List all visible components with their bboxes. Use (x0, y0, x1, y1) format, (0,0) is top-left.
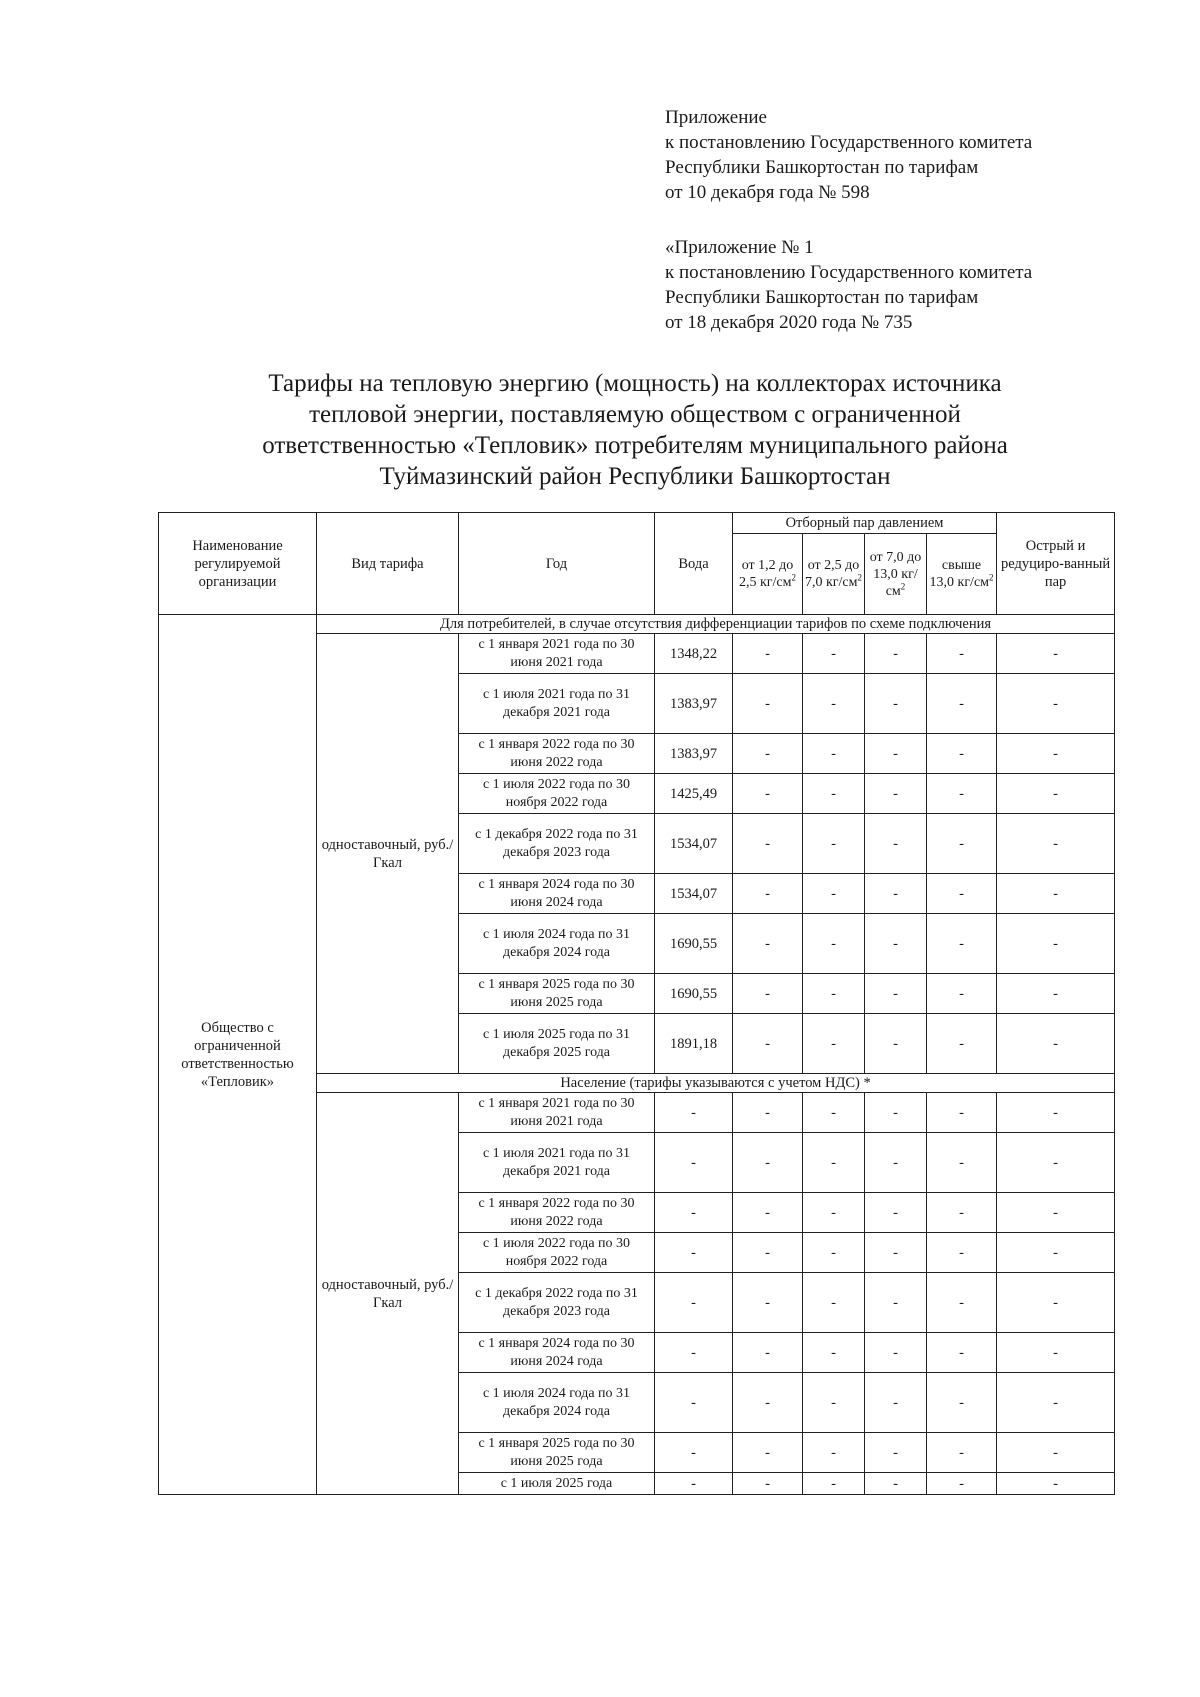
value-cell: - (733, 874, 803, 914)
period-cell: с 1 декабря 2022 года по 31 декабря 2023 года (459, 814, 655, 874)
header-org: Наименование регулируемой организации (159, 513, 317, 615)
water-value: 1534,07 (655, 814, 733, 874)
header-steam-1 (733, 534, 803, 615)
water-value: 1348,22 (655, 634, 733, 674)
water-value: - (655, 1093, 733, 1133)
value-cell: - (803, 1373, 865, 1433)
value-cell: - (865, 1273, 927, 1333)
header-kind: Вид тарифа (317, 513, 459, 615)
water-value: 1690,55 (655, 974, 733, 1014)
value-cell: - (997, 874, 1115, 914)
appendix-1-header (665, 235, 1032, 335)
superscript: 2 (900, 580, 906, 591)
value-cell: - (927, 634, 997, 674)
appendix-header-line: «Приложение № 1 (665, 237, 814, 258)
value-cell: - (803, 1014, 865, 1074)
value-cell: - (803, 774, 865, 814)
value-cell: - (865, 1014, 927, 1074)
water-value: 1425,49 (655, 774, 733, 814)
water-value: - (655, 1473, 733, 1495)
title-line: Тарифы на тепловую энергию (мощность) на коллекторах источника (268, 370, 1002, 397)
value-cell: - (733, 814, 803, 874)
value-cell: - (927, 1133, 997, 1193)
value-cell: - (997, 974, 1115, 1014)
value-cell: - (733, 1193, 803, 1233)
water-value: 1383,97 (655, 674, 733, 734)
value-cell: - (997, 814, 1115, 874)
value-cell: - (927, 1473, 997, 1495)
header-sharp-steam: Острый и редуциро-ванный пар (997, 513, 1115, 615)
value-cell: - (733, 1373, 803, 1433)
appendix-header-line: к постановлению Государственного комитета (665, 262, 1033, 283)
period-cell: с 1 июля 2021 года по 31 декабря 2021 года (459, 674, 655, 734)
header-steam-4 (927, 534, 997, 615)
value-cell: - (997, 1373, 1115, 1433)
superscript: 2 (857, 572, 863, 583)
value-cell: - (865, 974, 927, 1014)
value-cell: - (865, 734, 927, 774)
value-cell: - (733, 1093, 803, 1133)
period-cell: с 1 июля 2025 года по 31 декабря 2025 года (459, 1014, 655, 1074)
period-cell: с 1 июля 2024 года по 31 декабря 2024 года (459, 1373, 655, 1433)
value-cell: - (997, 1233, 1115, 1273)
value-cell: - (803, 1193, 865, 1233)
value-cell: - (927, 734, 997, 774)
value-cell: - (803, 1233, 865, 1273)
value-cell: - (733, 1233, 803, 1273)
section-title: Для потребителей, в случае отсутствия дифференциации тарифов по схеме подключения (317, 615, 1115, 634)
org-name-cell: Общество с ограниченной ответственностью «Тепловик» (159, 615, 317, 1495)
value-cell: - (927, 1273, 997, 1333)
value-cell: - (927, 874, 997, 914)
superscript: 2 (989, 572, 994, 583)
value-cell: - (733, 774, 803, 814)
period-cell: с 1 января 2024 года по 30 июня 2024 года (459, 1333, 655, 1373)
section-title: Население (тарифы указываются с учетом НДС) * (317, 1074, 1115, 1093)
header-steam-2-label: от 2,5 до 7,0 кг/см (805, 558, 860, 590)
value-cell: - (997, 1193, 1115, 1233)
header-year: Год (459, 513, 655, 615)
title-line: тепловой энергии, поставляемую обществом с ограниченной (309, 401, 961, 428)
value-cell: - (865, 1133, 927, 1193)
value-cell: - (865, 1333, 927, 1373)
title-line: ответственностью «Тепловик» потребителям муниципального района (262, 432, 1008, 459)
value-cell: - (997, 1333, 1115, 1373)
value-cell: - (997, 1133, 1115, 1193)
header-steam-1-label: от 1,2 до 2,5 кг/см (738, 558, 794, 590)
value-cell: - (803, 1333, 865, 1373)
tariff-kind-cell: одноставочный, руб./Гкал (317, 634, 459, 1074)
header-steam-4-label: свыше 13,0 кг/см (929, 558, 990, 590)
value-cell: - (927, 1373, 997, 1433)
value-cell: - (927, 1233, 997, 1273)
value-cell: - (927, 1193, 997, 1233)
value-cell: - (803, 1473, 865, 1495)
header-steam-group: Отборный пар давлением (733, 513, 997, 534)
water-value: - (655, 1433, 733, 1473)
value-cell: - (733, 1133, 803, 1193)
water-value: - (655, 1333, 733, 1373)
period-cell: с 1 января 2022 года по 30 июня 2022 года (459, 1193, 655, 1233)
value-cell: - (997, 674, 1115, 734)
value-cell: - (865, 814, 927, 874)
value-cell: - (803, 974, 865, 1014)
value-cell: - (865, 634, 927, 674)
value-cell: - (927, 1093, 997, 1133)
header-steam-2 (803, 534, 865, 615)
water-value: 1690,55 (655, 914, 733, 974)
period-cell: с 1 июля 2024 года по 31 декабря 2024 года (459, 914, 655, 974)
header-steam-3-label: от 7,0 до 13,0 кг/см (869, 549, 922, 599)
title-line: Туймазинский район Республики Башкортостан (379, 463, 891, 490)
value-cell: - (803, 1433, 865, 1473)
period-cell: с 1 января 2021 года по 30 июня 2021 года (459, 634, 655, 674)
value-cell: - (865, 1373, 927, 1433)
period-cell: с 1 января 2025 года по 30 июня 2025 года (459, 974, 655, 1014)
value-cell: - (803, 1133, 865, 1193)
period-cell: с 1 июля 2022 года по 30 ноября 2022 года (459, 1233, 655, 1273)
value-cell: - (803, 874, 865, 914)
value-cell: - (733, 734, 803, 774)
appendix-header-line: Приложение (665, 107, 767, 128)
value-cell: - (865, 774, 927, 814)
header-water: Вода (655, 513, 733, 615)
value-cell: - (733, 914, 803, 974)
value-cell: - (803, 674, 865, 734)
value-cell: - (997, 1473, 1115, 1495)
value-cell: - (927, 1014, 997, 1074)
water-value: 1534,07 (655, 874, 733, 914)
value-cell: - (733, 1273, 803, 1333)
value-cell: - (927, 774, 997, 814)
value-cell: - (865, 1193, 927, 1233)
value-cell: - (865, 1473, 927, 1495)
value-cell: - (865, 1233, 927, 1273)
period-cell: с 1 января 2021 года по 30 июня 2021 года (459, 1093, 655, 1133)
value-cell: - (803, 1273, 865, 1333)
water-value: - (655, 1233, 733, 1273)
tariff-table (158, 512, 1115, 1495)
value-cell: - (733, 974, 803, 1014)
period-cell: с 1 июля 2025 года (459, 1473, 655, 1495)
value-cell: - (865, 874, 927, 914)
value-cell: - (865, 1433, 927, 1473)
appendix-header (665, 105, 1032, 205)
value-cell: - (865, 674, 927, 734)
water-value: - (655, 1133, 733, 1193)
superscript: 2 (791, 572, 796, 583)
value-cell: - (865, 1093, 927, 1133)
period-cell: с 1 июля 2022 года по 30 ноября 2022 года (459, 774, 655, 814)
value-cell: - (803, 734, 865, 774)
appendix-header-line: от 10 декабря года № 598 (665, 182, 870, 203)
value-cell: - (997, 1433, 1115, 1473)
value-cell: - (733, 1433, 803, 1473)
value-cell: - (733, 674, 803, 734)
value-cell: - (927, 974, 997, 1014)
value-cell: - (927, 674, 997, 734)
appendix-header-line: к постановлению Государственного комитета (665, 132, 1033, 153)
appendix-header-line: от 18 декабря 2020 года № 735 (665, 312, 913, 333)
value-cell: - (997, 1014, 1115, 1074)
value-cell: - (733, 1014, 803, 1074)
value-cell: - (997, 634, 1115, 674)
value-cell: - (733, 634, 803, 674)
value-cell: - (733, 1333, 803, 1373)
value-cell: - (803, 634, 865, 674)
value-cell: - (803, 914, 865, 974)
value-cell: - (997, 1093, 1115, 1133)
value-cell: - (997, 1273, 1115, 1333)
header-steam-3 (865, 534, 927, 615)
value-cell: - (927, 1433, 997, 1473)
appendix-header-line: Республики Башкортостан по тарифам (665, 287, 979, 308)
value-cell: - (997, 774, 1115, 814)
value-cell: - (927, 814, 997, 874)
tariff-kind-cell: одноставочный, руб./Гкал (317, 1093, 459, 1495)
water-value: - (655, 1193, 733, 1233)
value-cell: - (733, 1473, 803, 1495)
period-cell: с 1 января 2025 года по 30 июня 2025 года (459, 1433, 655, 1473)
value-cell: - (997, 914, 1115, 974)
period-cell: с 1 января 2022 года по 30 июня 2022 года (459, 734, 655, 774)
value-cell: - (997, 734, 1115, 774)
water-value: 1383,97 (655, 734, 733, 774)
period-cell: с 1 декабря 2022 года по 31 декабря 2023 года (459, 1273, 655, 1333)
value-cell: - (927, 1333, 997, 1373)
water-value: - (655, 1273, 733, 1333)
value-cell: - (865, 914, 927, 974)
period-cell: с 1 июля 2021 года по 31 декабря 2021 года (459, 1133, 655, 1193)
document-title (150, 368, 1120, 492)
period-cell: с 1 января 2024 года по 30 июня 2024 года (459, 874, 655, 914)
value-cell: - (803, 814, 865, 874)
water-value: - (655, 1373, 733, 1433)
value-cell: - (803, 1093, 865, 1133)
water-value: 1891,18 (655, 1014, 733, 1074)
value-cell: - (927, 914, 997, 974)
appendix-header-line: Республики Башкортостан по тарифам (665, 157, 979, 178)
